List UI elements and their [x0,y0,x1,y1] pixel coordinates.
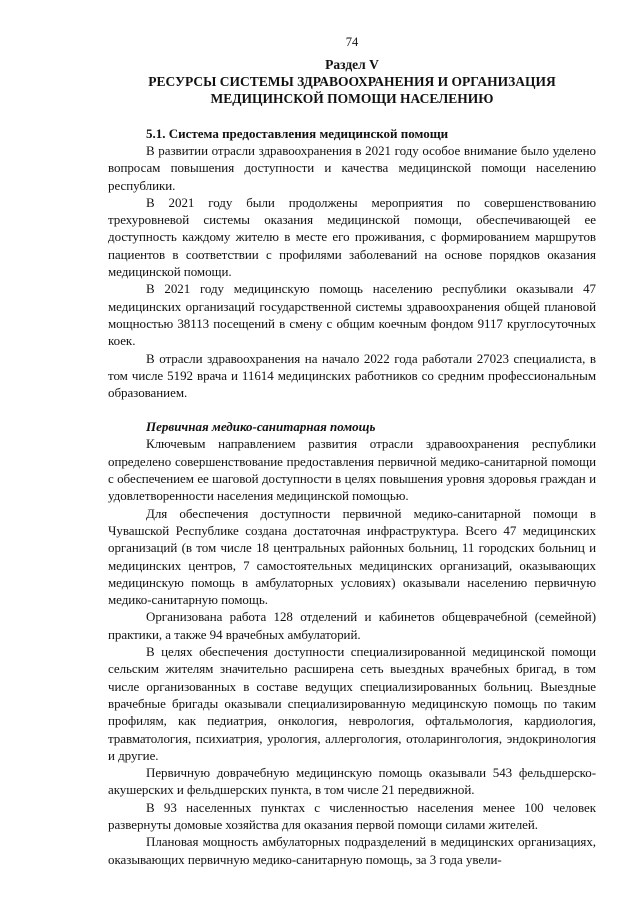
paragraph: В 2021 году медицинскую помощь населению республики оказывали 47 медицинских организаций государственной системы здравоохранения общей плановой мощностью 38113 посещений в смену с общим коечным фондом 9117 круглосуточных коек. [108,281,596,349]
paragraph: В 2021 году были продолжены мероприятия по совершенствованию трехуровневой системы оказания медицинской помощи, обеспечивающей ее доступность каждому жителю в месте его проживания, с формированием маршрутов пациентов в соответствии с профилями заболеваний на основе порядков оказания медицинской помощи. [108,194,596,280]
paragraph: Для обеспечения доступности первичной медико-санитарной помощи в Чувашской Республике создана достаточная инфраструктура. Всего 47 медицинских организаций (в том числе 18 центральных районных больниц, 11 городских больниц и медицинских центров, 7 самостоятельных медицинских организаций, оказывающих медицинскую помощь в амбулаторных условиях) оказывали населению первичную медико-санитарную помощь. [108,505,596,608]
section-label: Раздел V [325,57,379,72]
page-number: 74 [345,35,359,49]
paragraph: В 93 населенных пунктах с численностью населения менее 100 человек развернуты домовые хозяйства для оказания первой помощи силами жителей. [108,799,596,832]
paragraph: Организована работа 128 отделений и кабинетов общеврачебной (семейной) практики, а также 94 врачебных амбулаторий. [108,609,596,642]
paragraph: Первичную доврачебную медицинскую помощь оказывали 543 фельдшерско-акушерских и фельдшерских пункта, в том числе 21 передвижной. [108,765,596,798]
subsection-title: 5.1. Система предоставления медицинской помощи [146,126,449,141]
paragraph: Плановая мощность амбулаторных подразделений в медицинских организациях, оказывающих первичную медико-санитарную помощь, за 3 года увели- [108,834,596,867]
paragraph: В отрасли здравоохранения на начало 2022 года работали 27023 специалиста, в том числе 5192 врача и 11614 медицинских работников со средним профессиональным образованием. [108,350,596,401]
section-title: РЕСУРСЫ СИСТЕМЫ ЗДРАВООХРАНЕНИЯ И ОРГАНИЗАЦИЯ МЕДИЦИНСКОЙ ПОМОЩИ НАСЕЛЕНИЮ [148,74,556,106]
primary-care-heading: Первичная медико-санитарная помощь [146,419,376,435]
paragraph: В целях обеспечения доступности специализированной медицинской помощи сельским жителям значительно расширена сеть выездных врачебных бригад, в том числе организованных в составе ведущих специализированных больниц. Выездные врачебные бригады оказывали специализированную медицинскую помощь по таким профилям, как педиатрия, онкология, неврология, офтальмология, кардиология, травматология, психиатрия, урология, аллергология, отоларингология, эндокринология и другие. [108,644,596,763]
document-page [108,34,596,868]
paragraph: В развитии отрасли здравоохранения в 2021 году особое внимание было уделено вопросам повышения доступности и качества медицинской помощи населению республики. [108,143,596,193]
paragraph: Ключевым направлением развития отрасли здравоохранения республики определено совершенствование предоставления первичной медико-санитарной помощи с обеспечением ее шаговой доступности в целях повышения уровня здоровья граждан и удовлетворенности населения медицинской помощью. [108,436,596,504]
